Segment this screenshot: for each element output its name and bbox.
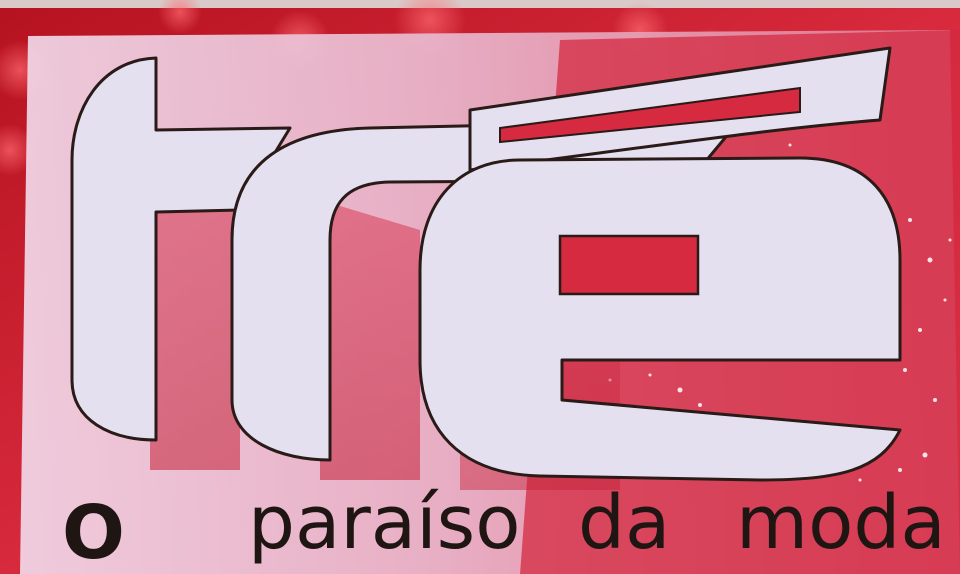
tagline-word-da: da	[578, 480, 671, 566]
top-edge	[0, 0, 960, 8]
tagline-word-paraiso: paraíso	[248, 480, 521, 566]
logo-letter-e	[420, 158, 900, 480]
tagline-initial: O	[62, 490, 125, 574]
e-counter	[560, 236, 698, 294]
tagline-word-moda: moda	[736, 480, 946, 566]
